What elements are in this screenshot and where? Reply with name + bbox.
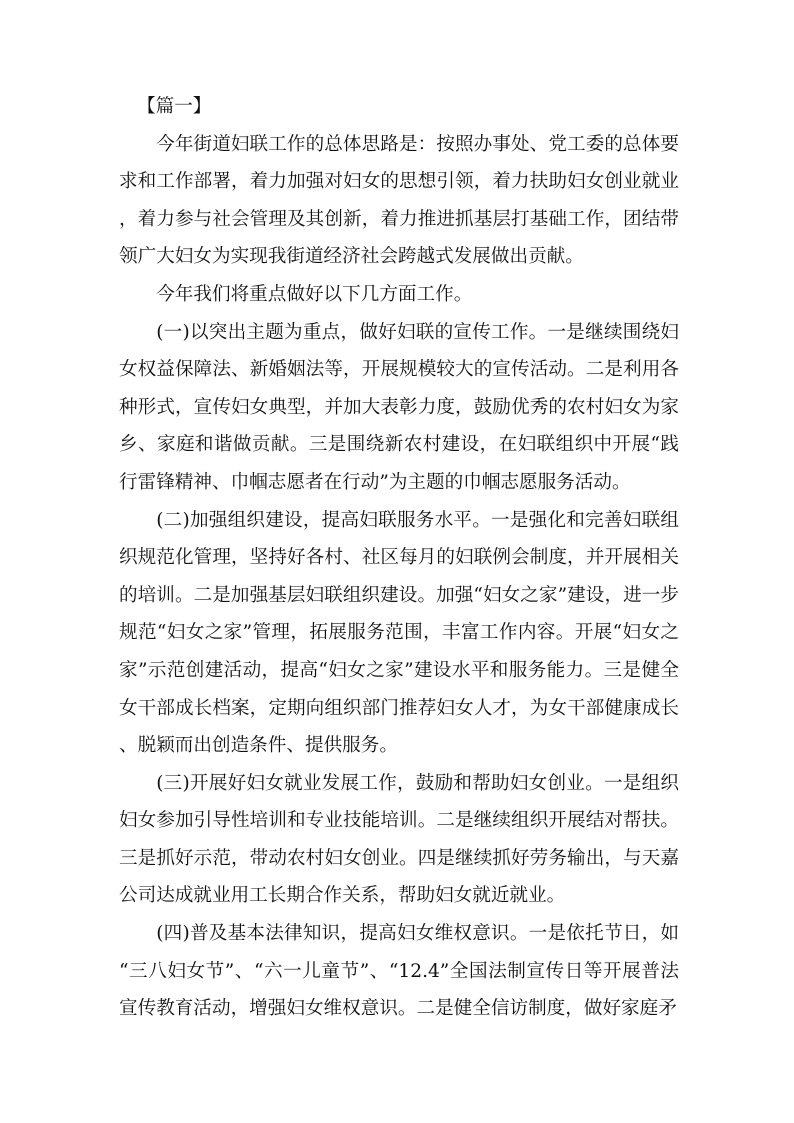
section-heading: 【篇一】 (137, 96, 212, 117)
document-body (119, 88, 679, 1028)
paragraph-item-4: (四)普及基本法律知识，提高妇女维权意识。一是依托节日，如“三八妇女节”、“六一儿童节”、“12.4”全国法制宣传日等开展普法宣传教育活动，增强妇女维权意识。二是健全信访制度，做好家庭矛 (119, 923, 679, 1020)
paragraph-intro: 今年我们将重点做好以下几方面工作。 (156, 283, 473, 305)
paragraph-item-2: (二)加强组织建设，提高妇联服务水平。一是强化和完善妇联组织规范化管理，坚持好各村、社区每月的妇联例会制度，并开展相关的培训。二是加强基层妇联组织建设。加强“妇女之家”建设，进一步规范“妇女之家”管理，拓展服务范围，丰富工作内容。开展“妇女之家”示范创建活动，提高“妇女之家”建设水平和服务能力。三是健全女干部成长档案，定期向组织部门推荐妇女人才，为女干部健康成长、脱颖而出创造条件、提供服务。 (119, 509, 679, 757)
paragraph-item-3: (三)开展好妇女就业发展工作，鼓励和帮助妇女创业。一是组织妇女参加引导性培训和专业技能培训。二是继续组织开展结对帮扶。三是抓好示范，带动农村妇女创业。四是继续抓好劳务输出，与天嘉公司达成就业用工长期合作关系，帮助妇女就近就业。 (119, 772, 679, 907)
paragraph-item-1: (一)以突出主题为重点，做好妇联的宣传工作。一是继续围绕妇女权益保障法、新婚姻法等，开展规模较大的宣传活动。二是利用各种形式，宣传妇女典型，并加大表彰力度，鼓励优秀的农村妇女为家乡、家庭和谐做贡献。三是围绕新农村建设，在妇联组织中开展“践行雷锋精神、巾帼志愿者在行动”为主题的巾帼志愿服务活动。 (119, 321, 679, 493)
paragraph-overview: 今年街道妇联工作的总体思路是：按照办事处、党工委的总体要求和工作部署，着力加强对妇女的思想引领，着力扶助妇女创业就业，着力参与社会管理及其创新，着力推进抓基层打基础工作，团结带领广大妇女为实现我街道经济社会跨越式发展做出贡献。 (119, 133, 679, 268)
